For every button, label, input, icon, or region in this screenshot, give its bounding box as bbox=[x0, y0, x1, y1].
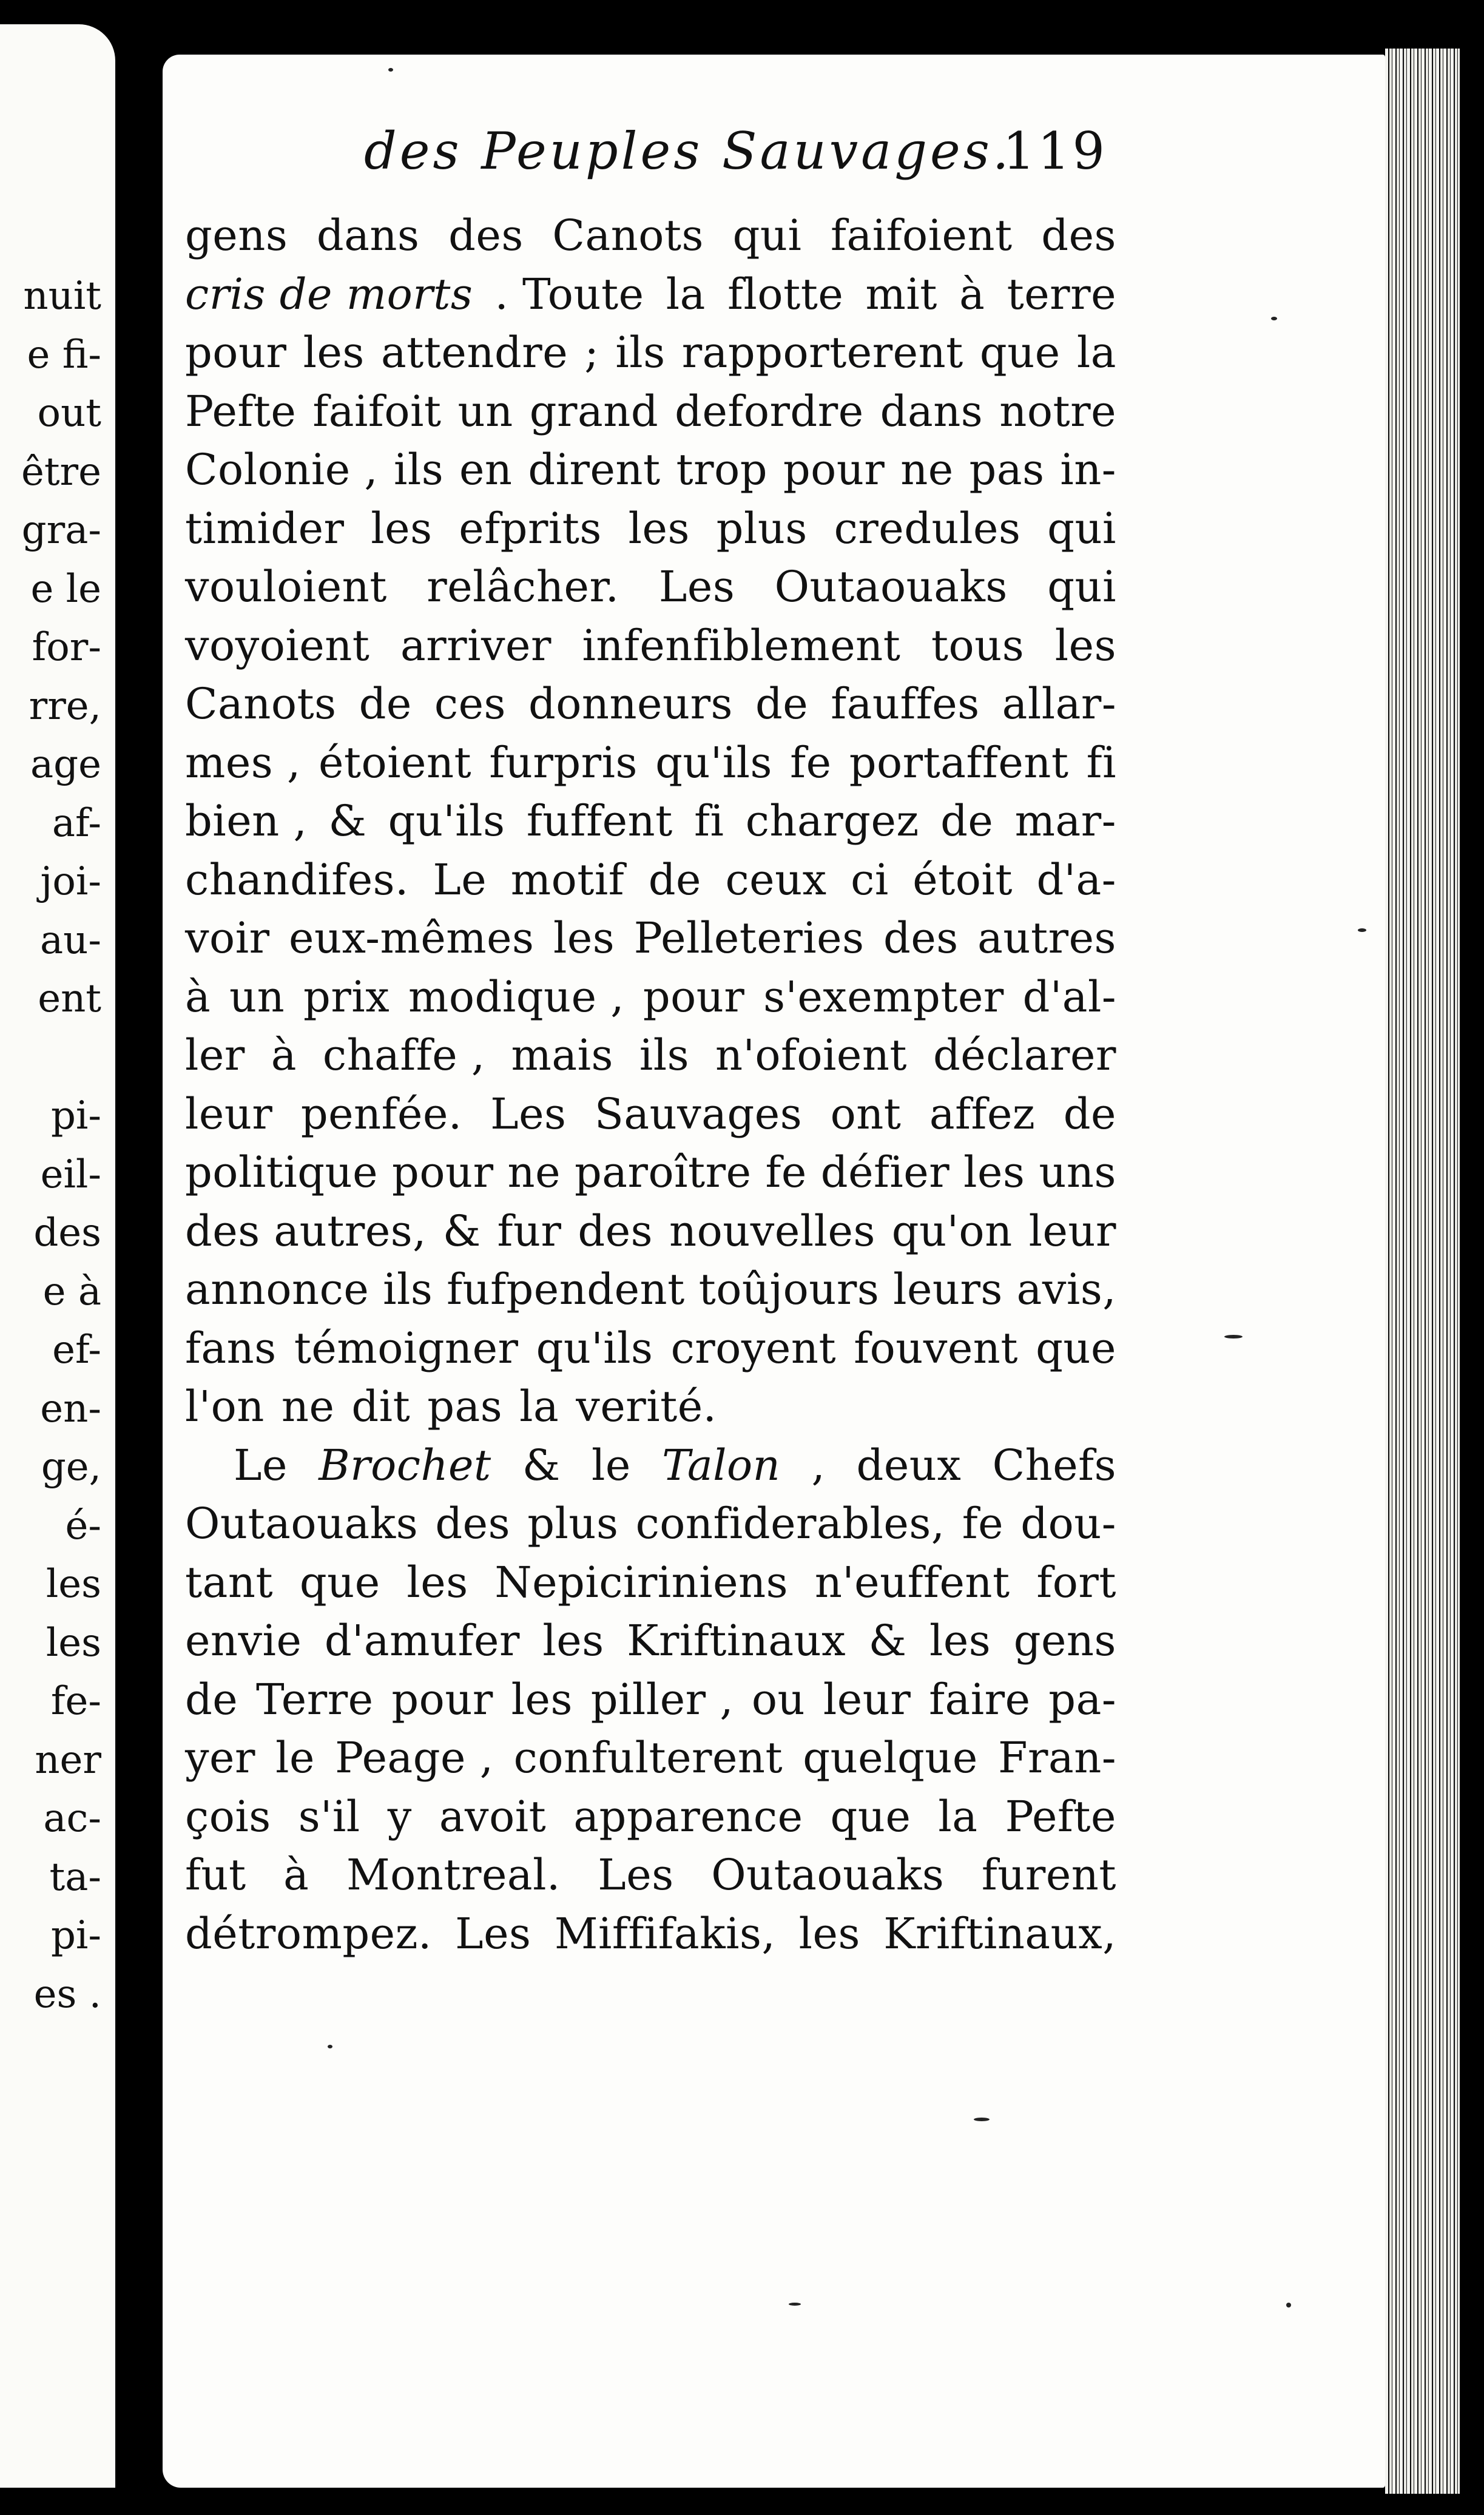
word: y bbox=[387, 1791, 412, 1842]
word: Terre bbox=[256, 1674, 374, 1724]
word: mar- bbox=[1014, 796, 1116, 846]
word: annonce bbox=[185, 1264, 369, 1314]
facing-page-line-end: é- bbox=[65, 1503, 101, 1548]
facing-page-line-end: e à bbox=[42, 1269, 101, 1314]
facing-page-line-end: age bbox=[30, 742, 101, 787]
word: Kriftinaux bbox=[627, 1616, 846, 1666]
facing-page-line-end: af- bbox=[52, 800, 101, 846]
word: pour bbox=[392, 1147, 494, 1197]
word: fe bbox=[790, 737, 832, 788]
text-line bbox=[185, 382, 1116, 441]
word: pour bbox=[783, 445, 885, 495]
word: à bbox=[283, 1850, 309, 1900]
word: étoient bbox=[318, 737, 472, 788]
word: credules bbox=[834, 503, 1021, 553]
word: un bbox=[229, 971, 285, 1022]
word: Fran- bbox=[997, 1733, 1116, 1783]
word: affez bbox=[929, 1089, 1036, 1139]
word: Les bbox=[455, 1908, 531, 1959]
scan-speck bbox=[789, 2303, 801, 2306]
scan-speck bbox=[1286, 2303, 1291, 2307]
scan-speck bbox=[328, 2045, 332, 2048]
word: . Toute bbox=[494, 269, 644, 319]
word: politique bbox=[185, 1147, 379, 1197]
word: voir bbox=[185, 913, 270, 963]
facing-page-line-end: les bbox=[46, 1620, 101, 1666]
word: qui bbox=[732, 211, 802, 260]
text-line bbox=[185, 1670, 1116, 1729]
word: Les bbox=[658, 562, 735, 612]
word: notre bbox=[999, 386, 1116, 436]
word: voyoient bbox=[185, 620, 370, 670]
body-text bbox=[185, 206, 1116, 1963]
word: défier bbox=[820, 1147, 950, 1197]
word: les bbox=[542, 1616, 604, 1666]
word: faire bbox=[929, 1674, 1031, 1724]
word: donneurs bbox=[528, 679, 733, 729]
word: un bbox=[457, 386, 513, 436]
word: timider bbox=[185, 503, 345, 553]
word: yer bbox=[185, 1733, 255, 1783]
text-line bbox=[185, 1260, 1116, 1319]
word: deux bbox=[856, 1440, 962, 1490]
word: fe bbox=[765, 1147, 807, 1197]
word: plus bbox=[527, 1499, 619, 1548]
text-line bbox=[185, 265, 1116, 324]
word: des bbox=[448, 211, 524, 260]
word: les bbox=[1054, 620, 1116, 670]
facing-page-line-end: au- bbox=[40, 917, 101, 963]
text-line bbox=[185, 1553, 1116, 1612]
word: les bbox=[553, 913, 615, 963]
word: relâcher. bbox=[427, 562, 619, 612]
word: fur bbox=[497, 1206, 562, 1256]
word: étoit bbox=[912, 854, 1013, 905]
word: fi bbox=[694, 796, 724, 846]
text-line bbox=[185, 1436, 1116, 1495]
word: les bbox=[303, 328, 365, 377]
word: Canots bbox=[552, 211, 704, 260]
facing-page-left bbox=[0, 24, 115, 2488]
word: faifoit bbox=[312, 386, 442, 436]
word: plus bbox=[716, 503, 808, 553]
word: en bbox=[459, 445, 513, 495]
word: d'a- bbox=[1036, 854, 1116, 905]
word: des bbox=[1041, 211, 1116, 260]
word: que bbox=[979, 328, 1061, 377]
text-line bbox=[185, 1085, 1116, 1144]
word: nouvelles bbox=[669, 1206, 875, 1256]
word: fe bbox=[962, 1499, 1004, 1548]
word: avoit bbox=[439, 1791, 547, 1842]
word: dirent bbox=[528, 445, 661, 495]
word: de bbox=[185, 1674, 238, 1724]
word: qui bbox=[1047, 503, 1116, 553]
word: les bbox=[628, 503, 690, 553]
facing-page-line-end: ac- bbox=[43, 1796, 101, 1841]
facing-page-line-end: ta- bbox=[49, 1854, 101, 1900]
text-line bbox=[185, 441, 1116, 499]
word: Pefte bbox=[185, 386, 297, 436]
word: à bbox=[185, 971, 211, 1022]
word: Outaouaks bbox=[185, 1499, 419, 1548]
word: piller , bbox=[590, 1674, 734, 1724]
facing-page-line-end: les bbox=[46, 1562, 101, 1607]
text-line bbox=[185, 499, 1116, 558]
text-line bbox=[185, 1846, 1116, 1905]
facing-page-line-end: ef- bbox=[52, 1328, 101, 1372]
word: ils bbox=[393, 445, 444, 495]
word: ces bbox=[434, 679, 506, 729]
text-line bbox=[185, 1612, 1116, 1670]
word: & bbox=[522, 1440, 561, 1490]
word: Le bbox=[433, 854, 487, 905]
word: la bbox=[666, 269, 706, 319]
text-line bbox=[185, 675, 1116, 734]
word: que bbox=[299, 1557, 380, 1607]
word: dit bbox=[351, 1382, 411, 1431]
word: infenfiblement bbox=[582, 620, 901, 670]
scan-speck bbox=[1271, 317, 1277, 320]
word: flotte bbox=[727, 269, 844, 319]
word: efprits bbox=[459, 503, 602, 553]
text-line bbox=[185, 792, 1116, 851]
word: les bbox=[963, 1147, 1025, 1197]
facing-page-line-end: joi- bbox=[40, 859, 101, 904]
word: ceux bbox=[725, 854, 827, 905]
word: Sauvages bbox=[594, 1089, 803, 1139]
word: déclarer bbox=[933, 1030, 1116, 1080]
text-line bbox=[185, 1494, 1116, 1553]
word: à bbox=[271, 1030, 297, 1080]
word: n'ofoient bbox=[715, 1030, 908, 1080]
word: grand bbox=[529, 386, 659, 436]
word: n'euffent bbox=[814, 1557, 1010, 1607]
word: à bbox=[959, 269, 985, 319]
italic-word: Talon bbox=[662, 1440, 781, 1490]
word: fouvent bbox=[854, 1323, 1019, 1373]
word: la bbox=[1076, 328, 1116, 377]
word: qu'ils bbox=[388, 796, 505, 846]
word: croyent bbox=[670, 1323, 837, 1373]
word: s'il bbox=[298, 1791, 360, 1842]
word: des bbox=[435, 1499, 510, 1548]
word: la bbox=[519, 1382, 559, 1431]
text-line bbox=[185, 323, 1116, 382]
word: rapporterent bbox=[681, 328, 963, 377]
word: ou bbox=[751, 1674, 806, 1724]
word: l'on bbox=[185, 1382, 265, 1431]
page-number: 119 bbox=[1002, 121, 1107, 181]
word: trop bbox=[676, 445, 768, 495]
word: de bbox=[940, 796, 994, 846]
word: allar- bbox=[1002, 679, 1116, 729]
facing-page-line-end: eil- bbox=[40, 1152, 101, 1197]
word: Colonie , bbox=[185, 445, 379, 495]
scan-speck bbox=[1224, 1335, 1243, 1339]
word: de bbox=[755, 679, 809, 729]
word: qui bbox=[1047, 562, 1116, 612]
word: portaffent bbox=[849, 737, 1069, 788]
word: ont bbox=[830, 1089, 902, 1139]
scan-speck bbox=[974, 2118, 990, 2121]
word: dou- bbox=[1020, 1499, 1116, 1548]
facing-page-line-end: for- bbox=[32, 625, 101, 670]
word: verité. bbox=[576, 1382, 717, 1431]
word: defordre bbox=[675, 386, 864, 436]
word: fut bbox=[185, 1850, 246, 1900]
facing-page-line-end: rre, bbox=[29, 683, 101, 729]
scan-speck bbox=[388, 68, 393, 72]
facing-page-line-end: ent bbox=[38, 976, 101, 1021]
word: le bbox=[591, 1440, 631, 1490]
facing-page-line-ends bbox=[0, 267, 112, 2024]
word: confulterent bbox=[513, 1733, 783, 1783]
word: d'amufer bbox=[324, 1616, 520, 1666]
text-line bbox=[185, 1377, 1116, 1436]
word: Canots bbox=[185, 679, 337, 729]
facing-page-line-end: pi- bbox=[50, 1093, 101, 1138]
word: Peage , bbox=[335, 1733, 494, 1783]
word: d'al- bbox=[1022, 971, 1116, 1022]
word: mit bbox=[865, 269, 937, 319]
word: s'exempter bbox=[763, 971, 1004, 1022]
word: leur bbox=[1028, 1206, 1116, 1256]
text-line bbox=[185, 1026, 1116, 1085]
word: fufpendent bbox=[447, 1264, 685, 1314]
word: pa- bbox=[1048, 1674, 1116, 1724]
word: ne bbox=[900, 445, 954, 495]
text-line bbox=[185, 909, 1116, 968]
word: confiderables, bbox=[635, 1499, 945, 1548]
word: pas bbox=[427, 1382, 503, 1431]
word: Chefs bbox=[992, 1440, 1116, 1490]
text-line bbox=[185, 616, 1116, 675]
word: & bbox=[328, 796, 367, 846]
word: fans bbox=[185, 1323, 277, 1373]
word: chargez bbox=[745, 796, 919, 846]
word: penfée. bbox=[300, 1089, 462, 1139]
word: fuffent bbox=[526, 796, 673, 846]
word: çois bbox=[185, 1791, 271, 1842]
word: ne bbox=[507, 1147, 561, 1197]
text-line bbox=[185, 1319, 1116, 1378]
running-head: des Peuples Sauvages. bbox=[364, 121, 1012, 181]
word: pour bbox=[391, 1674, 493, 1724]
facing-page-line-end: fe- bbox=[50, 1679, 101, 1724]
word: Outaouaks bbox=[774, 562, 1008, 612]
text-line bbox=[185, 1788, 1116, 1846]
word: fort bbox=[1036, 1557, 1116, 1607]
word: pour bbox=[643, 971, 745, 1022]
word: ne bbox=[281, 1382, 335, 1431]
word: que bbox=[1036, 1323, 1116, 1373]
word: Pelleteries bbox=[633, 913, 865, 963]
facing-page-line-end: e le bbox=[30, 566, 101, 612]
word: ils bbox=[615, 328, 666, 377]
word: la bbox=[938, 1791, 978, 1842]
word: Nepiciriniens bbox=[494, 1557, 789, 1607]
word: des bbox=[578, 1206, 653, 1256]
facing-page-line-end: des bbox=[33, 1210, 101, 1255]
facing-page-line-end: ge, bbox=[41, 1445, 101, 1490]
word: fauffes bbox=[831, 679, 980, 729]
word: Les bbox=[598, 1850, 674, 1900]
word: gens bbox=[185, 211, 288, 260]
word: arriver bbox=[400, 620, 551, 670]
word: ; bbox=[584, 328, 599, 377]
word: ils bbox=[383, 1264, 433, 1314]
page-block-edges bbox=[1385, 49, 1484, 2494]
facing-page-line-end: out bbox=[37, 391, 101, 436]
word: qu'ils bbox=[536, 1323, 653, 1373]
word: furent bbox=[981, 1850, 1116, 1900]
word: les bbox=[511, 1674, 573, 1724]
facing-page-line-end: e fi- bbox=[27, 332, 101, 377]
italic-word: cris de morts bbox=[185, 269, 473, 319]
word: prix bbox=[303, 971, 390, 1022]
text-line bbox=[185, 734, 1116, 792]
word: Pefte bbox=[1005, 1791, 1116, 1842]
word: modique , bbox=[408, 971, 625, 1022]
word: terre bbox=[1007, 269, 1116, 319]
edge-shadow bbox=[1460, 49, 1484, 2494]
word: gens bbox=[1013, 1616, 1116, 1666]
word: détrompez. bbox=[185, 1908, 432, 1959]
word: ils bbox=[639, 1030, 690, 1080]
word: , bbox=[811, 1440, 826, 1490]
word: de bbox=[1063, 1089, 1116, 1139]
word: attendre bbox=[380, 328, 568, 377]
word: toûjours bbox=[698, 1264, 880, 1314]
word: les bbox=[798, 1908, 860, 1959]
word: chaffe , bbox=[322, 1030, 485, 1080]
word: Kriftinaux, bbox=[883, 1908, 1116, 1959]
word: qu'on bbox=[891, 1206, 1013, 1256]
word: leur bbox=[185, 1089, 273, 1139]
facing-page-line-end: nuit bbox=[23, 274, 101, 319]
word: Le bbox=[234, 1440, 288, 1490]
word: Montreal. bbox=[346, 1850, 561, 1900]
word: qu'ils bbox=[655, 737, 772, 788]
word: leurs bbox=[893, 1264, 1003, 1314]
word: Miffifakis, bbox=[554, 1908, 776, 1959]
word: in- bbox=[1060, 445, 1116, 495]
word: chandifes. bbox=[185, 854, 409, 905]
word: faifoient bbox=[831, 211, 1013, 260]
word: & bbox=[442, 1206, 481, 1256]
word: des bbox=[883, 913, 959, 963]
facing-page-line-end: ner bbox=[35, 1737, 101, 1783]
word: furpris bbox=[489, 737, 638, 788]
text-line bbox=[185, 1729, 1116, 1788]
word: que bbox=[830, 1791, 911, 1842]
word: & bbox=[868, 1616, 907, 1666]
word: leur bbox=[823, 1674, 911, 1724]
word: autres bbox=[977, 913, 1116, 963]
facing-page-line-end: pi- bbox=[50, 1913, 101, 1958]
word: de bbox=[648, 854, 701, 905]
text-line bbox=[185, 1143, 1116, 1202]
word: dans bbox=[880, 386, 983, 436]
facing-page-line-end bbox=[0, 1028, 112, 1087]
word: mes , bbox=[185, 737, 301, 788]
word: pas bbox=[969, 445, 1045, 495]
facing-page-line-end: en- bbox=[40, 1386, 101, 1431]
word: les bbox=[406, 1557, 468, 1607]
word: mais bbox=[511, 1030, 613, 1080]
word: Outaouaks bbox=[711, 1850, 945, 1900]
word: les bbox=[929, 1616, 991, 1666]
word: ler bbox=[185, 1030, 245, 1080]
word: des autres, bbox=[185, 1206, 427, 1256]
facing-page-line-end: gra- bbox=[21, 508, 101, 553]
word: le bbox=[275, 1733, 315, 1783]
word: paroître bbox=[574, 1147, 752, 1197]
text-line bbox=[185, 206, 1116, 265]
word: fi bbox=[1086, 737, 1116, 788]
word: les bbox=[371, 503, 433, 553]
word: dans bbox=[316, 211, 420, 260]
text-line bbox=[185, 558, 1116, 616]
word: bien , bbox=[185, 796, 308, 846]
word: quelque bbox=[803, 1733, 978, 1783]
facing-page-line-end: être bbox=[21, 449, 101, 495]
word: tous bbox=[931, 620, 1025, 670]
scan-speck bbox=[1358, 928, 1366, 932]
facing-page-line-end: es . bbox=[33, 1971, 101, 2017]
word: envie bbox=[185, 1616, 302, 1666]
word: avis, bbox=[1016, 1264, 1116, 1314]
word: tant bbox=[185, 1557, 274, 1607]
word: témoigner bbox=[294, 1323, 519, 1373]
text-line bbox=[185, 1905, 1116, 1963]
word: eux-mêmes bbox=[289, 913, 535, 963]
word: Les bbox=[490, 1089, 567, 1139]
word: apparence bbox=[573, 1791, 803, 1842]
italic-word: Brochet bbox=[319, 1440, 491, 1490]
word: ci bbox=[851, 854, 889, 905]
word: uns bbox=[1039, 1147, 1116, 1197]
word: vouloient bbox=[185, 562, 387, 612]
text-line bbox=[185, 851, 1116, 910]
text-line bbox=[185, 968, 1116, 1027]
word: pour bbox=[185, 328, 287, 377]
word: motif bbox=[510, 854, 625, 905]
text-line bbox=[185, 1202, 1116, 1261]
word: de bbox=[359, 679, 412, 729]
